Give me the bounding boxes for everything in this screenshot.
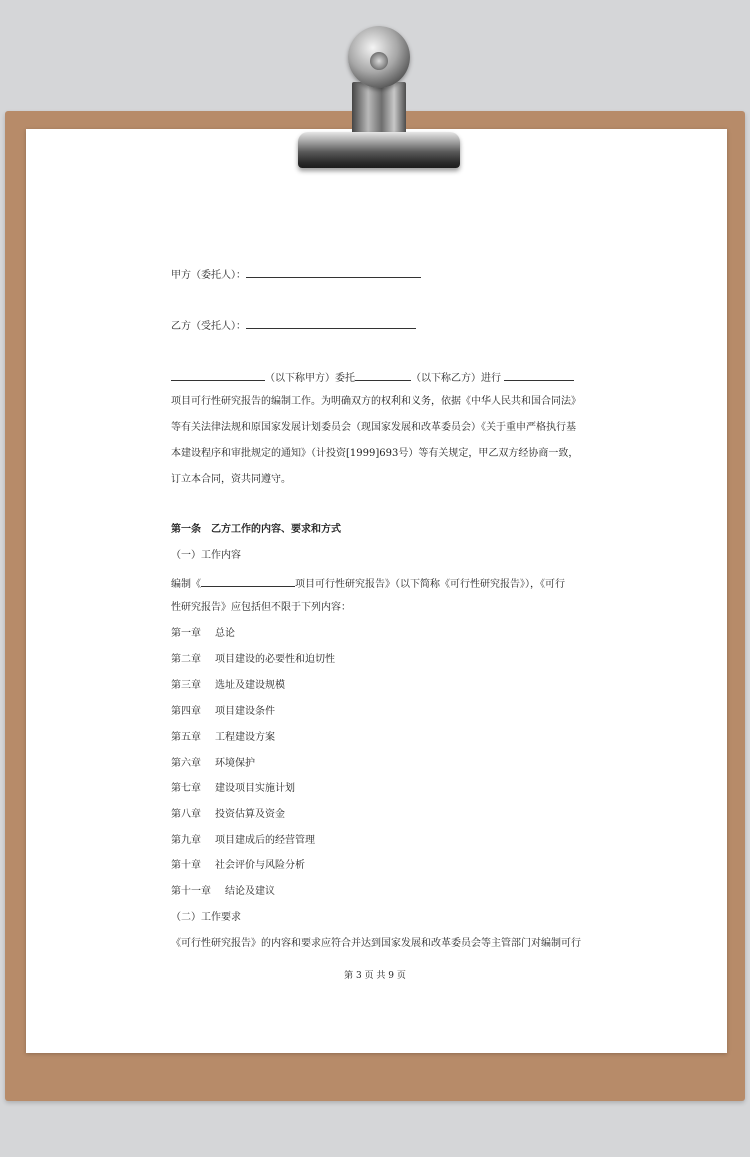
project-blank	[504, 370, 574, 381]
chapter-number: 第三章	[171, 680, 201, 691]
list-item	[171, 758, 255, 770]
party-a-blank	[246, 267, 421, 278]
list-item	[171, 783, 295, 795]
para-1-line-1	[171, 576, 565, 591]
chapter-number: 第十一章	[171, 886, 211, 897]
chapter-title: 项目建设条件	[215, 706, 275, 717]
chapter-number: 第一章	[171, 628, 201, 639]
list-item	[171, 654, 335, 666]
intro-line-2: 项目可行性研究报告的编制工作。为明确双方的权利和义务，依据《中华人民共和国合同法》	[171, 396, 581, 407]
list-item	[171, 680, 285, 692]
section-1-title: （一）工作内容	[171, 550, 241, 561]
party-b-label: 乙方（受托人）：	[171, 321, 246, 332]
intro-line-4: 本建设程序和审批规定的通知》（计投资[1999]693号）等有关规定，甲乙双方经协商一致，	[171, 448, 579, 459]
intro-part-b: （以下称乙方）进行	[411, 373, 501, 384]
report-name-blank	[201, 576, 295, 587]
intro-part-a: （以下称甲方）委托	[265, 373, 355, 384]
intro-line-1	[171, 370, 574, 385]
para-1-part-a: 编制《	[171, 579, 201, 590]
chapter-title: 工程建设方案	[215, 732, 275, 743]
chapter-number: 第六章	[171, 758, 201, 769]
clip-base	[298, 132, 460, 168]
chapter-title: 总论	[215, 628, 235, 639]
party-a-line	[171, 267, 421, 282]
chapter-number: 第五章	[171, 732, 201, 743]
chapter-title: 项目建设的必要性和迫切性	[215, 654, 335, 665]
clip-hole	[370, 52, 388, 70]
list-item	[171, 886, 275, 898]
list-item	[171, 628, 235, 640]
list-item	[171, 809, 285, 821]
chapter-title: 社会评价与风险分析	[215, 860, 305, 871]
party-a-label: 甲方（委托人）：	[171, 270, 246, 281]
article-1-title: 第一条 乙方工作的内容、要求和方式	[171, 524, 341, 535]
chapter-number: 第九章	[171, 835, 201, 846]
list-item	[171, 835, 315, 847]
chapter-title: 投资估算及资金	[215, 809, 285, 820]
party-b-line	[171, 318, 416, 333]
chapter-title: 选址及建设规模	[215, 680, 285, 691]
chapter-number: 第十章	[171, 860, 201, 871]
party-b-blank	[246, 318, 416, 329]
list-item	[171, 732, 275, 744]
page-footer: 第 3 页 共 9 页	[344, 971, 406, 981]
chapter-title: 结论及建议	[225, 886, 275, 897]
list-item	[171, 706, 275, 718]
list-item	[171, 860, 305, 872]
clip-neck	[352, 82, 406, 138]
contractor-blank	[355, 370, 411, 381]
intro-line-5: 订立本合同，资共同遵守。	[171, 474, 291, 485]
chapter-title: 项目建成后的经营管理	[215, 835, 315, 846]
para-1-line-2: 性研究报告》应包括但不限于下列内容：	[171, 602, 351, 613]
chapter-title: 建设项目实施计划	[215, 783, 295, 794]
chapter-number: 第八章	[171, 809, 201, 820]
para-1-part-b: 项目可行性研究报告》（以下简称《可行性研究报告》），《可行	[295, 579, 565, 590]
section-2-title: （二）工作要求	[171, 912, 241, 923]
chapter-title: 环境保护	[215, 758, 255, 769]
chapter-number: 第四章	[171, 706, 201, 717]
chapter-number: 第二章	[171, 654, 201, 665]
para-2-line-1: 《可行性研究报告》的内容和要求应符合并达到国家发展和改革委员会等主管部门对编制可行	[171, 938, 581, 949]
client-blank	[171, 370, 265, 381]
chapter-number: 第七章	[171, 783, 201, 794]
intro-line-3: 等有关法律法规和原国家发展计划委员会（现国家发展和改革委员会）《关于重申严格执行基	[171, 422, 576, 433]
